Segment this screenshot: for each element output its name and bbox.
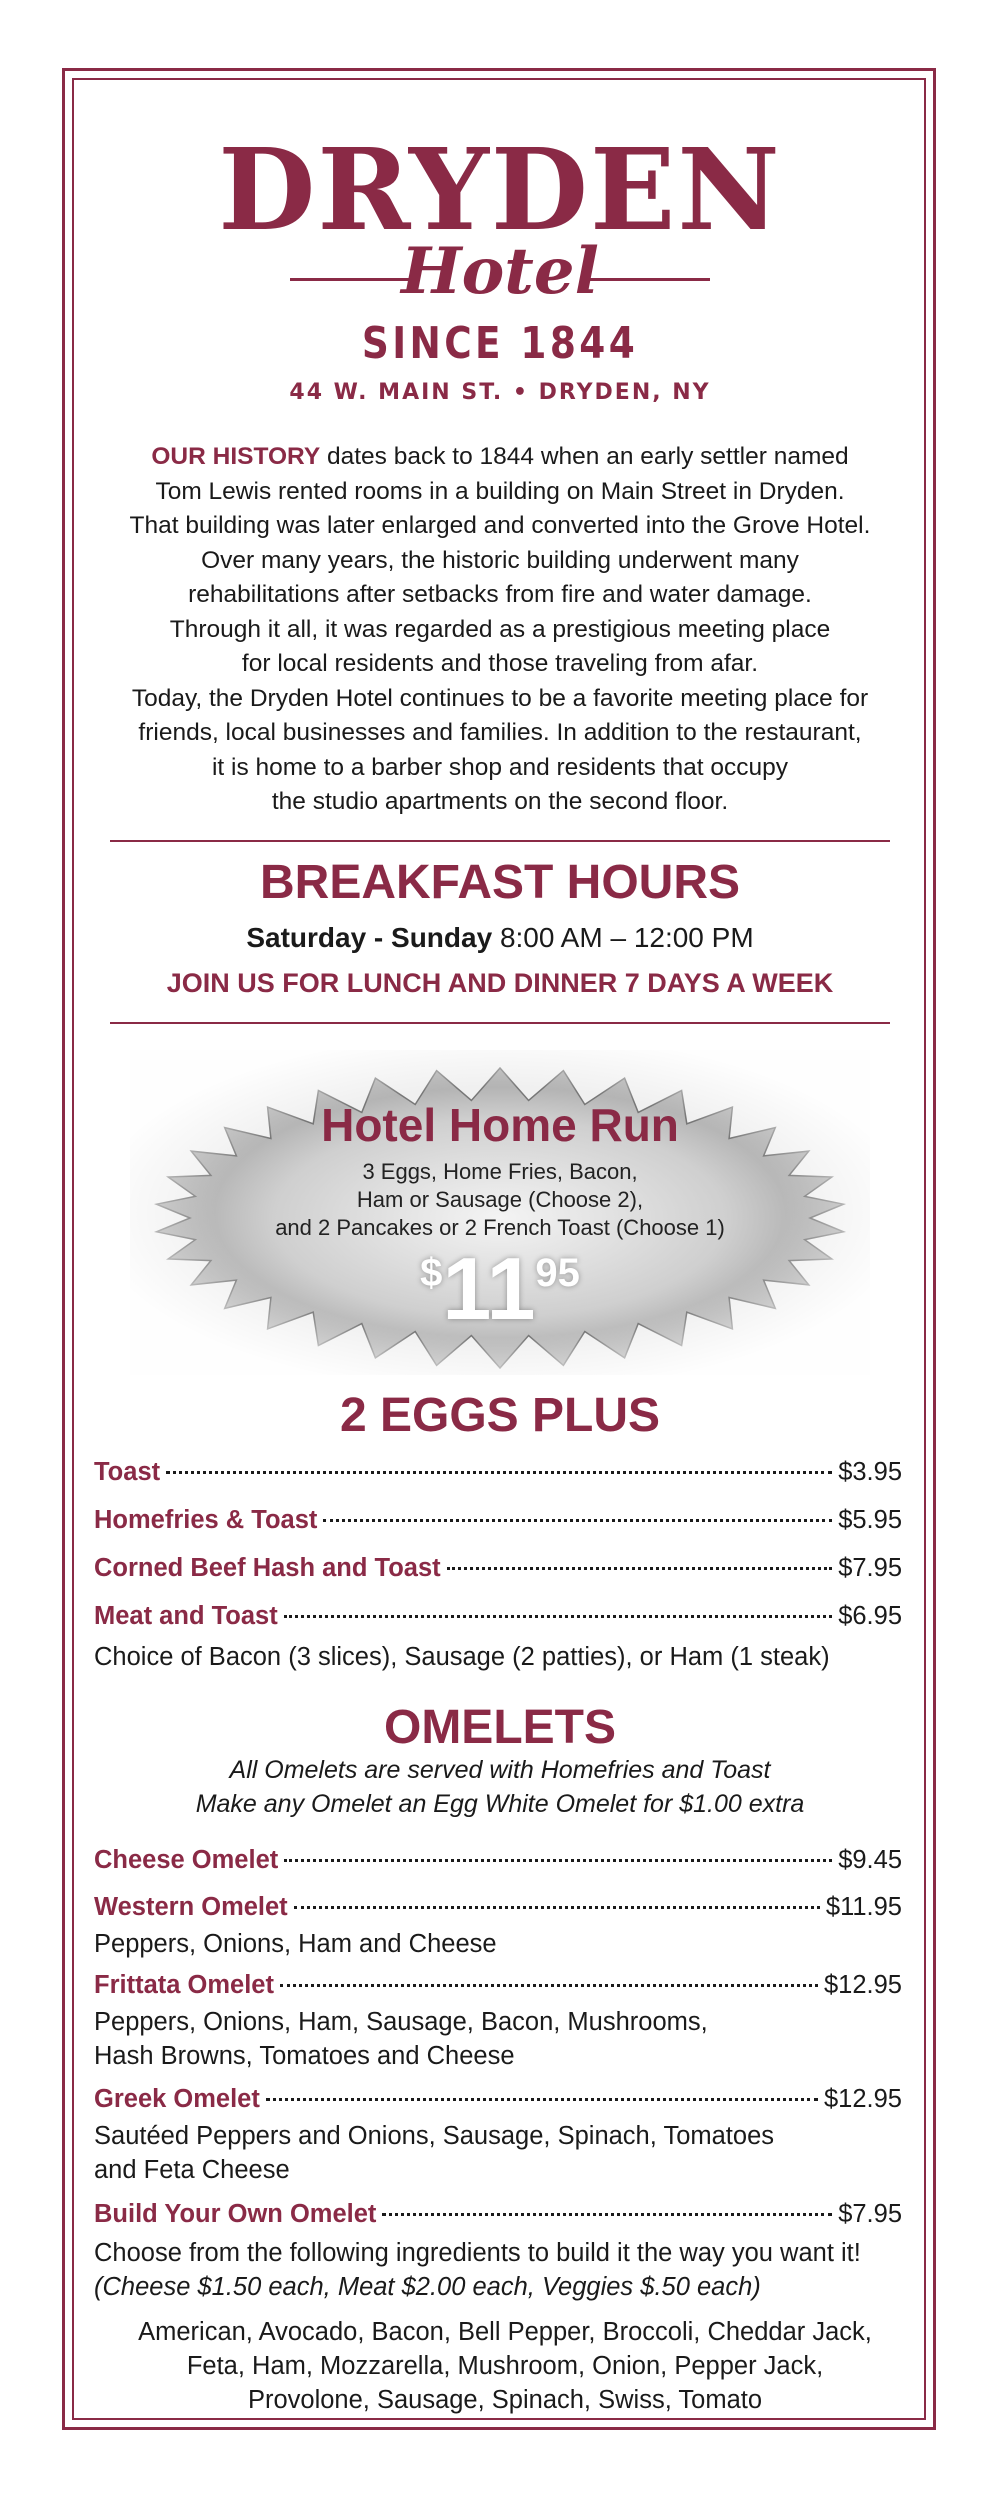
item-price: $9.45 [838,1846,902,1874]
menu-item-homefries-toast [94,1506,902,1540]
menu-item-cheese-omelet [94,1846,902,1880]
byo-desc-line-1: Choose from the following ingredients to build it the way you want it! [94,2239,861,2267]
frittata-desc-line-2: Hash Browns, Tomatoes and Cheese [94,2042,515,2070]
menu-item-corned-beef [94,1554,902,1588]
item-price: $12.95 [824,1971,902,1999]
special-desc-line-3: and 2 Pancakes or 2 French Toast (Choose 1) [275,1215,725,1240]
menu-item-frittata-omelet [94,1971,902,2005]
history-lead: OUR HISTORY [151,443,321,470]
logo-since: SINCE 1844 [361,318,639,369]
logo-address: 44 W. MAIN ST. • DRYDEN, NY [289,380,711,405]
lunch-dinner-note: JOIN US FOR LUNCH AND DINNER 7 DAYS A WEEK [166,968,834,998]
leader-dots [266,2098,818,2101]
logo-dryden: DRYDEN [218,125,782,256]
special-description [0,1158,1000,1242]
item-price: $5.95 [838,1506,902,1534]
item-name: Toast [94,1458,161,1486]
leader-dots [447,1567,833,1570]
ingredient-list [90,2315,920,2417]
leader-dots [280,1984,818,1987]
greek-desc-line-2: and Feta Cheese [94,2156,290,2184]
greek-desc-line-1: Sautéed Peppers and Onions, Sausage, Spinach, Tomatoes [94,2122,774,2150]
frittata-desc-line-1: Peppers, Onions, Ham, Sausage, Bacon, Mushrooms, [94,2008,708,2036]
special-price [0,1239,1000,1338]
leader-dots [284,1859,832,1862]
meat-choice-description: Choice of Bacon (3 slices), Sausage (2 patties), or Ham (1 steak) [94,1643,830,1671]
leader-dots [166,1471,832,1474]
special-desc-line-1: 3 Eggs, Home Fries, Bacon, [362,1159,638,1184]
history-line-2: Tom Lewis rented rooms in a building on Main Street in Dryden. [155,477,845,505]
omelet-note-2: Make any Omelet an Egg White Omelet for $1.00 extra [195,1790,805,1818]
history-line-4: Over many years, the historic building underwent many [201,546,799,574]
price-cents: 95 [535,1251,580,1295]
leader-dots [294,1906,820,1909]
item-price: $7.95 [838,1554,902,1582]
logo-hotel: Hotel [401,234,599,309]
omelet-note-1: All Omelets are served with Homefries and Toast [229,1756,771,1784]
divider-top [110,840,890,842]
item-name: Corned Beef Hash and Toast [94,1554,441,1582]
menu-item-build-your-own [94,2200,902,2234]
frittata-omelet-description [94,2005,914,2073]
history-line-6: Through it all, it was regarded as a prestigious meeting place [169,615,831,643]
breakfast-time: 8:00 AM – 12:00 PM [499,922,754,953]
history-line-7: for local residents and those traveling from afar. [241,650,759,677]
special-desc-line-2: Ham or Sausage (Choose 2), [356,1187,644,1212]
breakfast-hours-line [0,922,1000,954]
history-text [90,440,910,820]
item-name: Cheese Omelet [94,1846,279,1874]
leader-dots [382,2213,832,2216]
build-your-own-description [94,2236,914,2304]
price-symbol: $ [420,1251,443,1295]
logo-hotel-row [0,234,1000,310]
history-line-1: OUR HISTORY dates back to 1844 when an early settler named [151,443,849,470]
divider-bottom [110,1022,890,1024]
breakfast-hours-title: BREAKFAST HOURS [259,856,741,909]
item-price: $6.95 [838,1602,902,1630]
item-name: Frittata Omelet [94,1971,274,1999]
price-whole: 11 [442,1239,536,1338]
omelets-section-title: OMELETS [383,1701,616,1754]
menu-item-greek-omelet [94,2085,902,2119]
western-omelet-description: Peppers, Onions, Ham and Cheese [94,1930,497,1958]
item-price: $3.95 [838,1458,902,1486]
item-price: $12.95 [824,2085,902,2113]
item-name: Meat and Toast [94,1602,278,1630]
eggs-section-title: 2 EGGS PLUS [339,1389,661,1442]
item-price: $7.95 [838,2200,902,2228]
menu-item-western-omelet [94,1893,902,1927]
menu-item-toast [94,1458,902,1492]
history-line-5: rehabilitations after setbacks from fire and water damage. [188,581,812,608]
item-name: Greek Omelet [94,2085,260,2113]
byo-pricing: (Cheese $1.50 each, Meat $2.00 each, Veggies $.50 each) [94,2273,761,2301]
item-name: Western Omelet [94,1893,288,1921]
history-line-11: the studio apartments on the second floor. [271,788,729,815]
ingredients-line-3: Provolone, Sausage, Spinach, Swiss, Tomato [247,2386,763,2414]
greek-omelet-description [94,2119,914,2187]
history-line-10: it is home to a barber shop and residents that occupy [211,753,789,781]
item-name: Homefries & Toast [94,1506,318,1534]
item-price: $11.95 [825,1893,902,1921]
ingredients-line-1: American, Avocado, Bacon, Bell Pepper, Broccoli, Cheddar Jack, [138,2318,872,2346]
history-line-8: Today, the Dryden Hotel continues to be a favorite meeting place for [131,684,869,712]
special-title: Hotel Home Run [321,1099,679,1151]
history-line-9: friends, local businesses and families. In addition to the restaurant, [138,719,862,746]
item-name: Build Your Own Omelet [94,2200,377,2228]
ingredients-line-2: Feta, Ham, Mozzarella, Mushroom, Onion, Pepper Jack, [186,2352,824,2380]
menu-item-meat-toast [94,1602,902,1636]
leader-dots [323,1519,832,1522]
leader-dots [284,1615,832,1618]
history-line-3: That building was later enlarged and converted into the Grove Hotel. [129,512,871,539]
breakfast-days: Saturday - Sunday [246,922,493,953]
